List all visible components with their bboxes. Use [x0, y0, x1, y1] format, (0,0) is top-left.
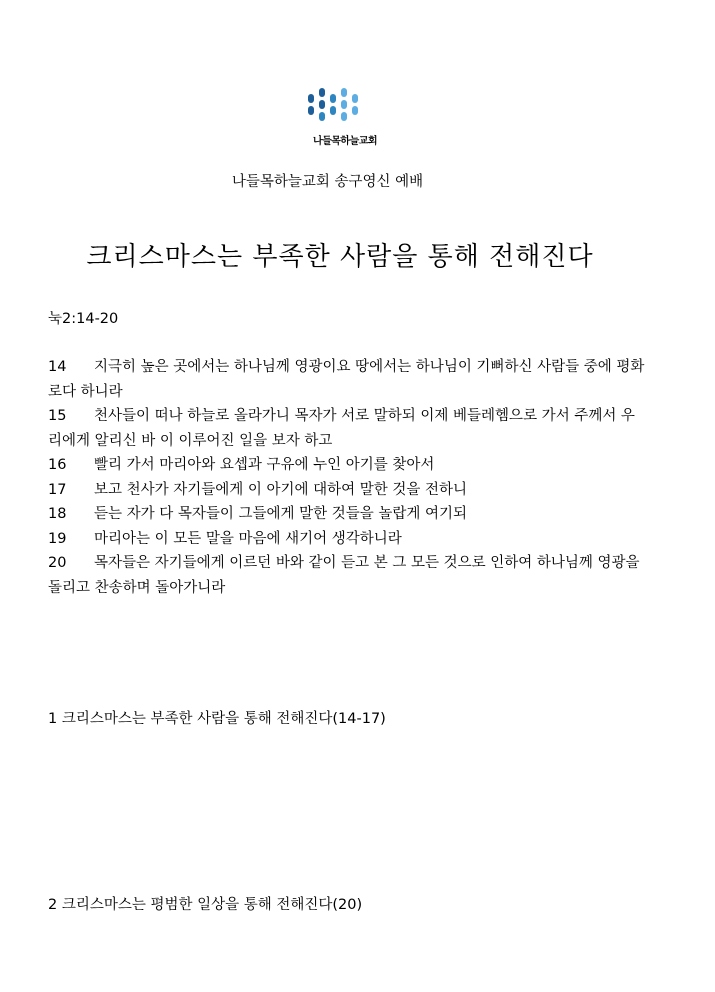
logo-dot: [319, 112, 325, 121]
verse: [48, 502, 648, 527]
logo-dot: [319, 88, 325, 97]
logo-dot: [330, 106, 336, 115]
sermon-point-1: 1 크리스마스는 부족한 사람을 통해 전해진다(14-17): [48, 711, 386, 727]
logo-text: 나들목하늘교회: [312, 136, 378, 147]
logo-dot: [308, 94, 314, 103]
scripture-reference: 눅2:14-20: [48, 311, 119, 327]
logo-dot: [341, 88, 347, 97]
church-logo-icon: [306, 84, 368, 122]
logo-dot: [330, 94, 336, 103]
verse-text: 지극히 높은 곳에서는 하나님께 영광이요 땅에서는 하나님이 기뻐하신 사람들 중에 평화로다 하니라: [48, 359, 645, 400]
service-header: 나들목하늘교회 송구영신 예배: [231, 174, 424, 190]
verse: [48, 478, 648, 503]
verse-number: 18: [48, 506, 67, 522]
scripture-passage: [48, 355, 648, 600]
verse: [48, 404, 648, 453]
logo-dot: [352, 106, 358, 115]
verse-text: 목자들은 자기들에게 이르던 바와 같이 듣고 본 그 모든 것으로 인하여 하나님께 영광을 돌리고 찬송하며 돌아가니라: [48, 555, 640, 596]
verse-text: 보고 천사가 자기들에게 이 아기에 대하여 말한 것을 전하니: [94, 481, 468, 498]
verse: [48, 527, 648, 552]
sermon-point-2: 2 크리스마스는 평범한 일상을 통해 전해진다(20): [48, 897, 363, 913]
logo-dot: [352, 94, 358, 103]
verse: [48, 551, 648, 600]
verse-number: 16: [48, 457, 67, 473]
logo-dot: [341, 112, 347, 121]
verse: [48, 453, 648, 478]
verse-text: 듣는 자가 다 목자들이 그들에게 말한 것들을 놀랍게 여기되: [94, 506, 468, 522]
verse-number: 19: [48, 530, 67, 547]
verse-number: 20: [48, 555, 67, 571]
logo-dot: [308, 106, 314, 115]
verse-number: 17: [48, 481, 67, 498]
sermon-title: 크리스마스는 부족한 사람을 통해 전해진다: [86, 242, 594, 272]
verse: [48, 355, 648, 404]
verse-text: 마리아는 이 모든 말을 마음에 새기어 생각하니라: [94, 530, 402, 547]
church-logo: [290, 84, 400, 148]
logo-dot: [319, 100, 325, 109]
verse-number: 14: [48, 359, 67, 375]
verse-number: 15: [48, 408, 67, 424]
verse-text: 천사들이 떠나 하늘로 올라가니 목자가 서로 말하되 이제 베들레헴으로 가서 주께서 우리에게 알리신 바 이 이루어진 일을 보자 하고: [48, 408, 635, 449]
verse-text: 빨리 가서 마리아와 요셉과 구유에 누인 아기를 찾아서: [94, 457, 435, 473]
logo-dot: [341, 100, 347, 109]
